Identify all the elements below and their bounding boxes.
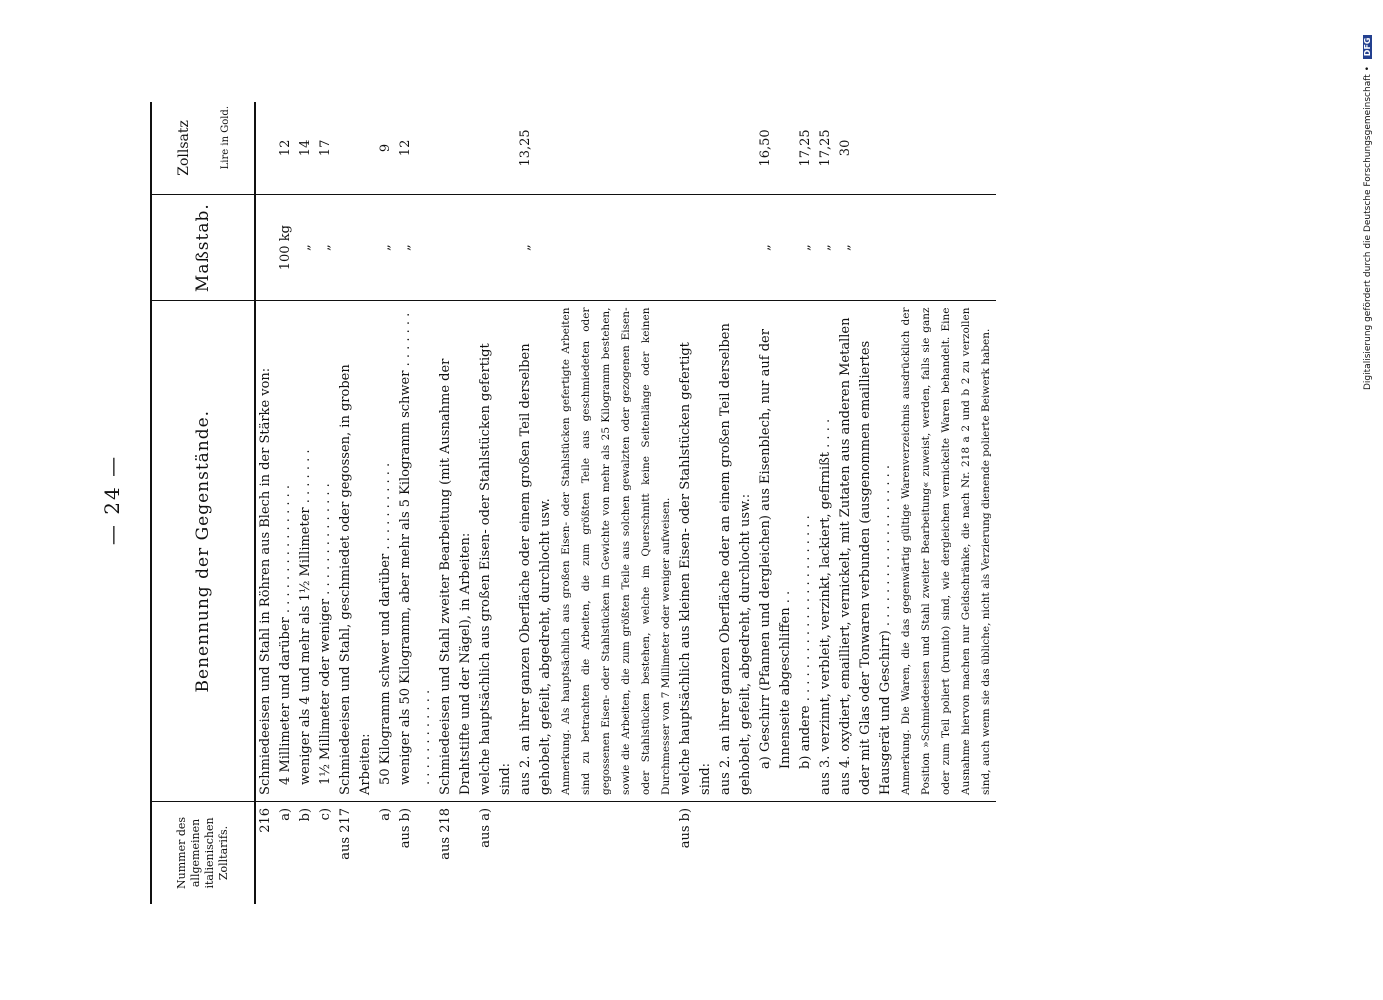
- table-row: [376, 102, 396, 904]
- item-description: Schmiedeeisen und Stahl, geschmiedet oder gegossen, in groben Arbeiten:: [336, 301, 376, 801]
- unit-value: „: [376, 194, 396, 301]
- unit-value: „: [816, 194, 836, 301]
- unit-value: [336, 194, 376, 301]
- unit-value: [436, 194, 476, 301]
- tariff-number: aus b): [398, 807, 413, 849]
- table-row: [816, 102, 836, 904]
- unit-value: [476, 194, 516, 301]
- item-description: 50 Kilogramm schwer und darüber . . . . . . . . . . .: [376, 301, 396, 801]
- table-row: [276, 102, 296, 904]
- table-row: [396, 102, 436, 904]
- item-description: aus 2. an ihrer ganzen Oberfläche oder an einem großen Teil derselben gehobelt, gefeilt, abgedreht, durchlocht usw.:: [716, 301, 756, 801]
- item-description: a) Geschirr (Pfannen und dergleichen) aus Eisenblech, nur auf der Innenseite abgeschliffen . .: [756, 301, 796, 801]
- duty-value: [336, 102, 376, 194]
- tariff-number: [556, 801, 676, 904]
- duty-value: [896, 102, 996, 194]
- unit-value: „: [516, 194, 556, 301]
- table-row: [436, 102, 476, 904]
- header-duty-unit: Lire in Gold.: [219, 106, 231, 170]
- dfg-sidebar: [1363, 10, 1379, 390]
- duty-value: [476, 102, 516, 194]
- unit-value: „: [396, 194, 436, 301]
- item-description: aus 4. oxydiert, emailliert, vernickelt, mit Zutaten aus anderen Metallen oder mit Glas oder Tonwaren verbunden (ausgenommen emailliertes Hausgerät und Geschirr) . . . . . . . . . . . . . . . . . . . .: [836, 301, 896, 801]
- unit-value: 100 kg: [276, 194, 296, 301]
- tariff-number: [516, 801, 556, 904]
- table-row: [255, 102, 276, 904]
- duty-value: 17,25: [796, 102, 816, 194]
- tariff-number: 216: [258, 807, 273, 833]
- annotation-note: Anmerkung. Die Waren, die das gegenwärtig gültige Warenverzeichnis ausdrücklich der Position »Schmiedeeisen und Stahl zweiter Bearbeitung« zuweist, werden, falls sie ganz oder zum Teil poliert (brunito) sind, wie dergleichen vernickelte Waren behandelt. Eine Ausnahme hiervon machen nur Geldschränke, die nach Nr. 218 a 2 und b 2 zu verzollen sind, auch wenn sie das übliche, nicht als Verzierung dienende polierte Beiwerk haben.: [896, 301, 996, 801]
- page-number: — 24 —: [100, 454, 124, 546]
- table-row: [516, 102, 556, 904]
- tariff-number: [896, 801, 996, 904]
- header-row: [151, 102, 255, 904]
- tariff-number: [836, 801, 896, 904]
- tariff-number: aus a): [478, 807, 493, 848]
- item-description: Schmiedeeisen und Stahl zweiter Bearbeitung (mit Ausnahme der Drahtstifte und der Nägel), in Arbeiten:: [436, 301, 476, 801]
- tariff-number: [816, 801, 836, 904]
- dfg-logo: DFG: [1363, 35, 1372, 60]
- item-description: welche hauptsächlich aus kleinen Eisen- oder Stahlstücken gefertigt sind:: [676, 301, 716, 801]
- table-row: [836, 102, 896, 904]
- table-row: [296, 102, 316, 904]
- item-description: 1½ Millimeter oder weniger . . . . . . . . . . . . . .: [316, 301, 336, 801]
- table-row: [476, 102, 516, 904]
- duty-value: 17,25: [816, 102, 836, 194]
- header-unit: Maßstab.: [151, 194, 255, 301]
- header-number: Nummer des allgemeinen italienischen Zolltarifs.: [151, 801, 255, 904]
- duty-value: [716, 102, 756, 194]
- tariff-table: [150, 102, 996, 904]
- tariff-number: b): [298, 807, 313, 822]
- unit-value: [716, 194, 756, 301]
- unit-value: [676, 194, 716, 301]
- unit-value: [255, 194, 276, 301]
- duty-value: [436, 102, 476, 194]
- item-description: welche hauptsächlich aus großen Eisen- oder Stahlstücken gefertigt sind:: [476, 301, 516, 801]
- annotation-note: Anmerkung. Als hauptsächlich aus großen Eisen- oder Stahlstücken gefertigte Arbeiten sind zu betrachten die Arbeiten, die zum größten Teile aus geschmiedeten oder gegossenen Eisen- oder Stahlstücken im Gewichte von mehr als 25 Kilogramm bestehen, sowie die Arbeiten, die zum größten Teile aus solchen gewalzten oder gezogenen Eisen- oder Stahlstücken bestehen, welche im Querschnitt keine Seitenlänge oder keinen Durchmesser von 7 Millimeter oder weniger aufweisen.: [556, 301, 676, 801]
- tariff-number: a): [278, 807, 293, 821]
- duty-value: 9: [376, 102, 396, 194]
- duty-value: [676, 102, 716, 194]
- duty-value: 12: [396, 102, 436, 194]
- duty-value: 16,50: [756, 102, 796, 194]
- item-description: weniger als 4 und mehr als 1½ Millimeter . . . . . . .: [296, 301, 316, 801]
- item-description: 4 Millimeter und darüber . . . . . . . . . . . . . . . .: [276, 301, 296, 801]
- unit-value: „: [316, 194, 336, 301]
- dfg-credit: [1363, 10, 1379, 390]
- dfg-credit-text: Digitalisierung gefördert durch die Deutsche Forschungsgemeinschaft •: [1363, 66, 1373, 390]
- table-row: [316, 102, 336, 904]
- tariff-number: aus 217: [338, 807, 353, 860]
- duty-value: [556, 102, 676, 194]
- duty-value: 30: [836, 102, 896, 194]
- item-description: weniger als 50 Kilogramm, aber mehr als 5 Kilogramm schwer . . . . . . . . . . . . . . . . . . .: [396, 301, 436, 801]
- table-row: [796, 102, 816, 904]
- tariff-number: c): [318, 807, 333, 821]
- note-row: [896, 102, 996, 904]
- unit-value: [556, 194, 676, 301]
- duty-value: 17: [316, 102, 336, 194]
- unit-value: „: [796, 194, 816, 301]
- item-description: b) andere . . . . . . . . . . . . . . . . . . . . . . .: [796, 301, 816, 801]
- header-duty-label: Zollsatz: [175, 120, 192, 176]
- duty-value: 14: [296, 102, 316, 194]
- header-duty: [151, 102, 255, 194]
- unit-value: „: [836, 194, 896, 301]
- item-description: Schmiedeeisen und Stahl in Röhren aus Blech in der Stärke von:: [255, 301, 276, 801]
- duty-value: 13,25: [516, 102, 556, 194]
- table-row: [716, 102, 756, 904]
- table-row: [756, 102, 796, 904]
- table-body: [255, 102, 996, 904]
- tariff-number: aus b): [678, 807, 693, 849]
- note-row: [556, 102, 676, 904]
- duty-value: [255, 102, 276, 194]
- tariff-number: [756, 801, 796, 904]
- table-row: [676, 102, 716, 904]
- tariff-number: [716, 801, 756, 904]
- tariff-number: a): [378, 807, 393, 821]
- duty-value: 12: [276, 102, 296, 194]
- tariff-number: [796, 801, 816, 904]
- unit-value: [896, 194, 996, 301]
- table-row: [336, 102, 376, 904]
- unit-value: „: [756, 194, 796, 301]
- header-description: Benennung der Gegenstände.: [151, 301, 255, 801]
- item-description: aus 3. verzinnt, verbleit, verzinkt, lackiert, gefirnißt . . . .: [816, 301, 836, 801]
- item-description: aus 2. an ihrer ganzen Oberfläche oder einem großen Teil derselben gehobelt, gefeilt, abgedreht, durchlocht usw.: [516, 301, 556, 801]
- unit-value: „: [296, 194, 316, 301]
- tariff-number: aus 218: [438, 807, 453, 860]
